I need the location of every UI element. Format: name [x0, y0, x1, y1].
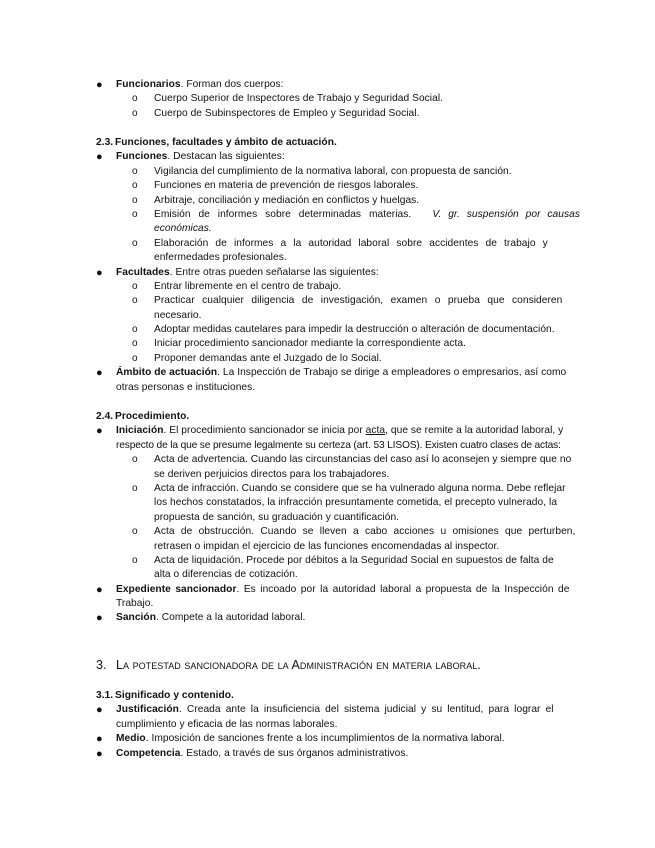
- section-heading: 2.4. Procedimiento.: [96, 411, 190, 422]
- sub-list-item: o Practicar cualquier diligencia de investigación, examen o prueba que consideren: [96, 294, 580, 308]
- list-item: ● Funcionarios. Forman dos cuerpos:: [96, 79, 284, 91]
- list-item-cont: Trabajo.: [116, 598, 154, 610]
- sub-list-item-cont: retrasen o impidan el ejercicio de las funciones encomendadas al inspector.: [154, 540, 500, 552]
- circle-bullet-icon: o: [132, 107, 138, 119]
- circle-bullet-icon: o: [132, 165, 138, 177]
- circle-bullet-icon: o: [132, 338, 138, 350]
- circle-bullet-icon: o: [132, 93, 138, 105]
- bullet-icon: ●: [96, 733, 103, 746]
- sub-list-item-cont: alta o diferencias de cotización.: [154, 569, 298, 581]
- term: Funcionarios: [116, 79, 181, 90]
- section-2-4: [96, 410, 580, 626]
- list-item: ● Sanción. Compete a la autoridad laboral.: [96, 612, 306, 625]
- sub-list-item: o Emisión de informes sobre determinadas materias. V. gr. suspensión por causas: [96, 208, 580, 222]
- bullet-icon: ●: [96, 367, 103, 380]
- sub-list-item-cont: necesario.: [154, 309, 202, 321]
- bullet-icon: ●: [96, 425, 103, 438]
- sub-list-item: o Cuerpo Superior de Inspectores de Trabajo y Seguridad Social.: [96, 92, 580, 106]
- sub-list-item: o Arbitraje, conciliación y mediación en conflictos y huelgas.: [96, 194, 580, 208]
- list-item: ● Medio. Imposición de sanciones frente a los incumplimientos de la normativa laboral.: [96, 733, 505, 746]
- section-2-3: [96, 136, 580, 395]
- sub-list-item: o Acta de infracción. Cuando se considere que se ha vulnerado alguna norma. Debe reflejar: [96, 482, 580, 496]
- bullet-icon: ●: [96, 704, 103, 717]
- sub-list-item-cont: se deriven perjuicios directos para los trabajadores.: [154, 468, 390, 480]
- circle-bullet-icon: o: [132, 237, 138, 249]
- circle-bullet-icon: o: [132, 554, 138, 566]
- circle-bullet-icon: o: [132, 454, 138, 466]
- bullet-icon: ●: [96, 583, 103, 596]
- circle-bullet-icon: o: [132, 482, 138, 494]
- circle-bullet-icon: o: [132, 324, 138, 336]
- sub-list-item-cont: enfermedades profesionales.: [154, 252, 287, 264]
- circle-bullet-icon: o: [132, 526, 138, 538]
- sub-list-item: o Adoptar medidas cautelares para impedir la destrucción o alteración de documentación.: [96, 323, 580, 337]
- sub-list-item: o Acta de advertencia. Cuando las circunstancias del caso así lo aconsejen y siempre que no: [96, 453, 580, 467]
- circle-bullet-icon: o: [132, 208, 138, 220]
- funcionarios-section: [96, 78, 580, 121]
- section-heading: 3.1. Significado y contenido.: [96, 690, 234, 701]
- list-item-cont: cumplimiento y eficacia de las normas laborales.: [116, 718, 338, 730]
- sub-list-item: o Proponer demandas ante el Juzgado de lo Social.: [96, 352, 580, 366]
- sub-list-item: o Cuerpo de Subinspectores de Empleo y Seguridad Social.: [96, 107, 580, 121]
- list-item: ● Justificación. Creada ante la insuficiencia del sistema judicial y su lentitud, para lograr el: [96, 704, 554, 717]
- list-item: ● Expediente sancionador. Es incoado por la autoridad laboral a propuesta de la Inspección de: [96, 583, 570, 596]
- section-heading: 2.3. Funciones, facultades y ámbito de actuación.: [96, 137, 337, 148]
- bullet-icon: ●: [96, 747, 103, 760]
- circle-bullet-icon: o: [132, 280, 138, 292]
- sub-list-item: o Iniciar procedimiento sancionador mediante la correspondiente acta.: [96, 337, 580, 351]
- list-item: ● Facultades. Entre otras pueden señalarse las siguientes:: [96, 266, 379, 279]
- sub-list-item-cont: los hechos constatados, la infracción presuntamente cometida, el precepto vulnerado, la: [154, 497, 558, 509]
- sub-list-item-cont: económicas.: [154, 223, 212, 235]
- list-item-cont: otras personas e instituciones.: [116, 381, 256, 393]
- circle-bullet-icon: o: [132, 352, 138, 364]
- list-item: ● Iniciación. El procedimiento sancionador se inicia por acta, que se remite a la autoridad laboral, y: [96, 425, 564, 438]
- bullet-icon: ●: [96, 266, 103, 279]
- sub-list-item: o Acta de obstrucción. Cuando se lleven a cabo acciones u omisiones que perturben,: [96, 525, 580, 539]
- list-item: ● Funciones. Destacan las siguientes:: [96, 151, 285, 164]
- list-item: ● Ámbito de actuación. La Inspección de Trabajo se dirige a empleadores o empresarios, así como: [96, 367, 567, 380]
- bullet-icon: ●: [96, 151, 103, 164]
- sub-list-item-cont: propuesta de sanción, su graduación y cuantificación.: [154, 511, 400, 523]
- sub-list-item: o Entrar libremente en el centro de trabajo.: [96, 280, 580, 294]
- chapter-heading: 3. La potestad sancionadora de la Administración en materia laboral.: [96, 658, 481, 672]
- bullet-icon: ●: [96, 79, 103, 91]
- list-item-cont: respecto de la que se presume legalmente su certeza (art. 53 LISOS). Existen cuatro clases de actas:: [116, 439, 561, 451]
- circle-bullet-icon: o: [132, 295, 138, 307]
- acta-link: acta: [365, 425, 386, 437]
- sub-list-item: o Vigilancia del cumplimiento de la normativa laboral, con propuesta de sanción.: [96, 165, 580, 179]
- list-item: ● Competencia. Estado, a través de sus órganos administrativos.: [96, 747, 409, 760]
- circle-bullet-icon: o: [132, 180, 138, 192]
- sub-list-item: o Funciones en materia de prevención de riesgos laborales.: [96, 179, 580, 193]
- sub-list-item: o Elaboración de informes a la autoridad laboral sobre accidentes de trabajo y: [96, 237, 580, 251]
- section-3-1: [96, 689, 580, 761]
- circle-bullet-icon: o: [132, 194, 138, 206]
- sub-list-item: o Acta de liquidación. Procede por débitos a la Seguridad Social en supuestos de falta de: [96, 554, 580, 568]
- bullet-icon: ●: [96, 612, 103, 625]
